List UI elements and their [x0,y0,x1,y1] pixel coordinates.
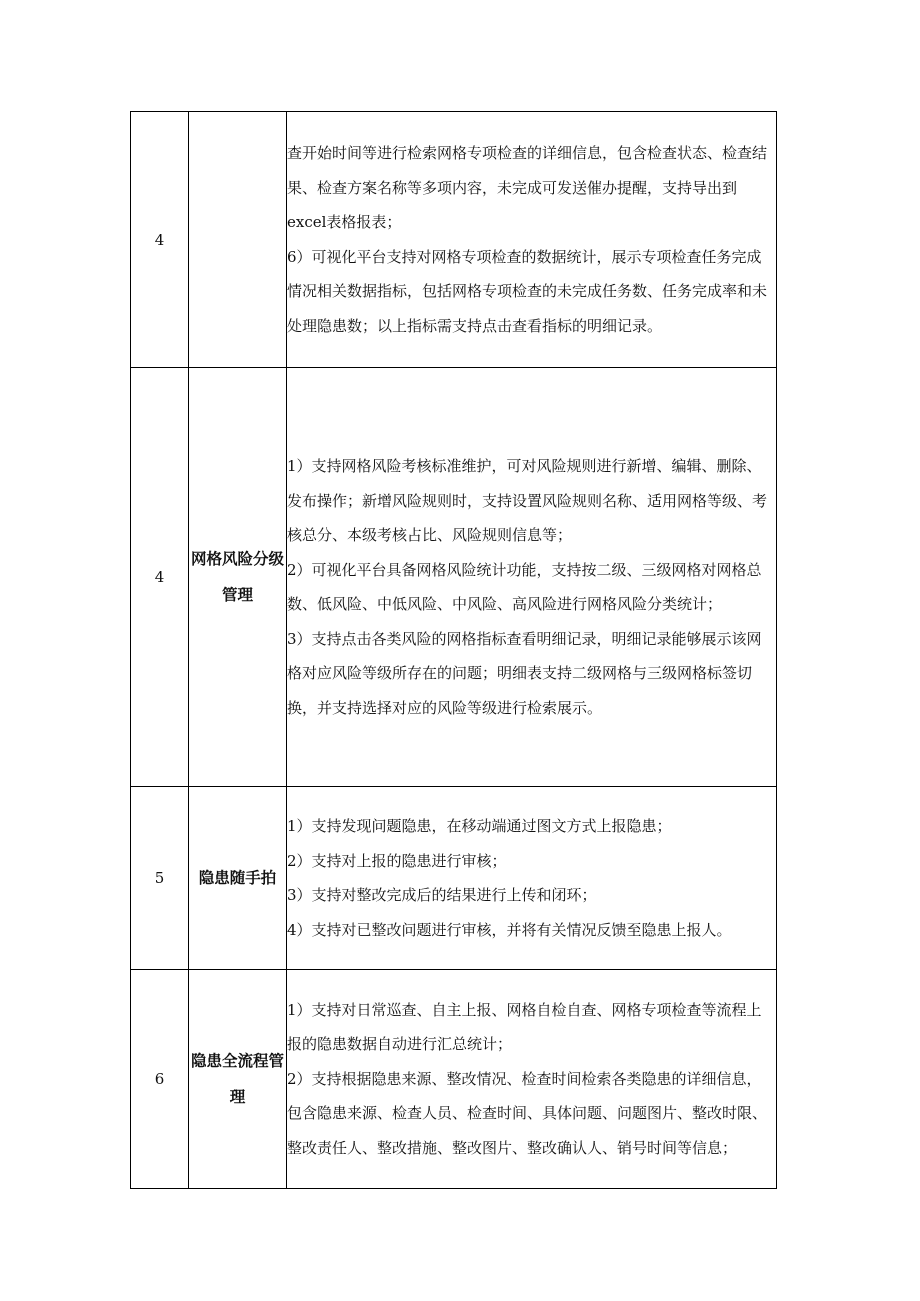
description-paragraph: 1）支持发现问题隐患，在移动端通过图文方式上报隐患； [287,817,672,835]
description-paragraph: 2）可视化平台具备网格风险统计功能，支持按二级、三级网格对网格总数、低风险、中低风险、中风险、高风险进行网格风险分类统计； [287,560,762,613]
module-description [287,787,777,970]
row-number: 6 [131,970,189,1189]
description-paragraph: 1）支持对日常巡查、自主上报、网格自检自查、网格专项检查等流程上报的隐患数据自动进行汇总统计； [287,1000,762,1054]
table-row [131,787,777,970]
module-name: 隐患随手拍 [189,787,287,970]
module-name: 隐患全流程管理 [189,970,287,1189]
row-number: 5 [131,787,189,970]
row-number: 4 [131,368,189,787]
description-paragraph: 查开始时间等进行检索网格专项检查的详细信息，包含检查状态、检查结果、检查方案名称等多项内容，未完成可发送催办提醒，支持导出到excel表格报表； [287,144,768,231]
row-number: 4 [131,112,189,368]
table-row [131,112,777,368]
description-paragraph: 3）支持点击各类风险的网格指标查看明细记录，明细记录能够展示该网格对应风险等级所存在的问题；明细表支持二级网格与三级网格标签切换，并支持选择对应的风险等级进行检索展示。 [287,629,762,717]
requirements-table [130,111,777,1189]
module-description [287,112,777,368]
description-paragraph: 2）支持对上报的隐患进行审核； [287,851,507,870]
description-paragraph: 6）可视化平台支持对网格专项检查的数据统计，展示专项检查任务完成情况相关数据指标，包括网格专项检查的未完成任务数、任务完成率和未处理隐患数；以上指标需支持点击查看指标的明细记录。 [287,247,768,335]
description-paragraph: 2）支持根据隐患来源、整改情况、检查时间检索各类隐患的详细信息，包含隐患来源、检查人员、检查时间、具体问题、问题图片、整改时限、整改责任人、整改措施、整改图片、整改确认人、销号时间等信息； [287,1069,768,1157]
description-paragraph: 4）支持对已整改问题进行审核，并将有关情况反馈至隐患上报人。 [287,920,732,939]
module-description [287,970,777,1189]
module-name: 网格风险分级管理 [189,368,287,787]
module-description [287,368,777,787]
table-row [131,368,777,787]
description-paragraph: 1）支持网格风险考核标准维护，可对风险规则进行新增、编辑、删除、发布操作；新增风险规则时，支持设置风险规则名称、适用网格等级、考核总分、本级考核占比、风险规则信息等； [287,457,768,544]
table-row [131,970,777,1189]
module-name [189,112,287,368]
description-paragraph: 3）支持对整改完成后的结果进行上传和闭环； [287,886,597,904]
